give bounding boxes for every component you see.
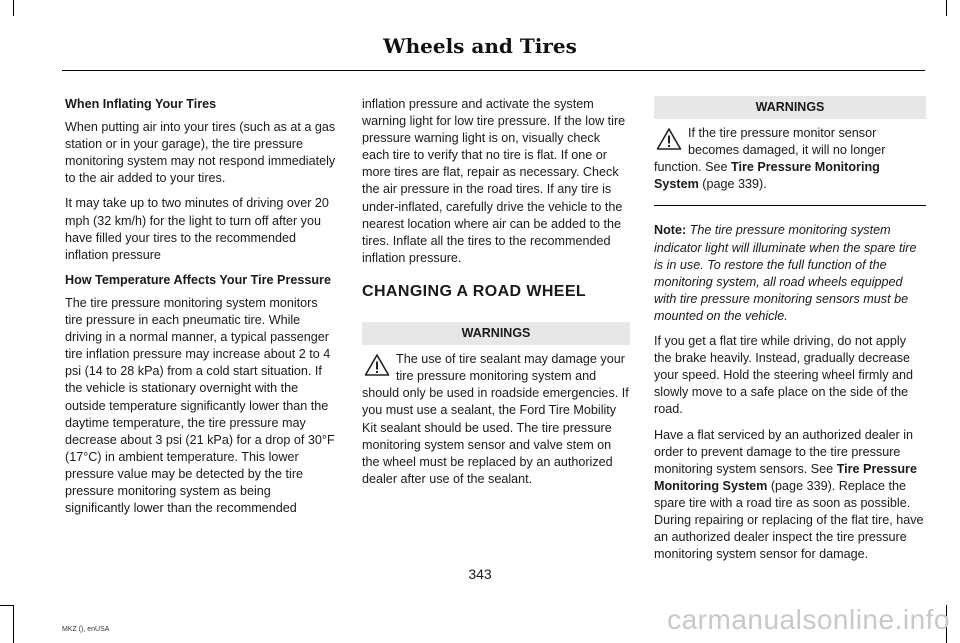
paragraph: The tire pressure monitoring system monitors tire pressure in each pneumatic tire. While driving in a normal manner, a typical passenger tire inflation pressure may increase about 2 to 4 psi (14 to 28 kPa) from a cold start situation. If the vehicle is stationary overnight with the outside temperature significantly lower than the daytime temperature, the tire pressure may decrease about 3 psi (21 kPa) for a drop of 30°F (17°C) in ambient temperature. This lower pressure value may be detected by the tire pressure monitoring system as being significantly lower than the recommended bbox=[65, 295, 335, 516]
note-text: The tire pressure monitoring system indicator light will illuminate when the spare tire is in use. To restore the full function of the monitoring system, all road wheels equipped with tire pressure monitoring sensors must be mounted on the vehicle. bbox=[654, 223, 917, 323]
paragraph: If you get a flat tire while driving, do not apply the brake heavily. Instead, gradually decrease your speed. Hold the steering wheel firmly and slowly move to a safe place on the side of the road. bbox=[654, 334, 914, 417]
warnings-header: WARNINGS bbox=[362, 322, 630, 345]
header-divider bbox=[62, 70, 925, 71]
warning-triangle-icon bbox=[364, 353, 390, 377]
watermark: carmanualsonline.info bbox=[667, 604, 950, 635]
crop-mark-top-right bbox=[946, 0, 947, 16]
footer-code: MKZ (), enUSA bbox=[62, 626, 110, 633]
warning-box bbox=[362, 351, 630, 488]
cross-reference-link[interactable]: Tire Pressure Monitoring System bbox=[654, 461, 917, 493]
crop-mark-top-left bbox=[13, 0, 14, 16]
crop-mark-bottom-left-h bbox=[0, 605, 14, 606]
note bbox=[654, 222, 926, 325]
paragraph-text: (page 339). Replace the spare tire with a road tire as soon as possible. During repairing or replacing of the flat tire, have an authorized dealer inspect the tire pressure monitoring system sensor for damage. bbox=[654, 478, 924, 562]
paragraph: When putting air into your tires (such as at a gas station or in your garage), the tire pressure monitoring system may not respond immediately to the air added to your tires. bbox=[65, 120, 336, 186]
page-number: 343 bbox=[468, 566, 492, 582]
crop-mark-bottom-left-v bbox=[13, 605, 14, 643]
paragraph-text: Have a flat serviced by an authorized dealer in order to prevent damage to the tire pressure monitoring system sensors. See bbox=[654, 427, 914, 476]
heading-temperature: How Temperature Affects Your Tire Pressure bbox=[65, 272, 331, 287]
warning-box bbox=[654, 125, 926, 193]
warning-divider bbox=[654, 205, 926, 206]
page-reference: (page 339). bbox=[698, 177, 767, 192]
warnings-header: WARNINGS bbox=[654, 96, 926, 119]
paragraph: It may take up to two minutes of driving over 20 mph (32 km/h) for the light to turn off after you have filled your tires to the recommended inflation pressure bbox=[65, 196, 329, 262]
warning-text: The use of tire sealant may damage your tire pressure monitoring system and should only be used in roadside emergencies. If you must use a sealant, the Ford Tire Mobility Kit sealant should be used. The tire pressure monitoring system sensor and valve stem on the wheel must be replaced by an authorized dealer after use of the sealant. bbox=[362, 352, 629, 486]
warning-text: If the tire pressure monitor sensor becomes damaged, it will no longer function. See bbox=[654, 126, 886, 175]
column-2 bbox=[362, 96, 630, 496]
paragraph: inflation pressure and activate the system warning light for low tire pressure. If the low tire pressure warning light is on, visually check each tire to verify that no tire is flat. If one or more tires are flat, repair as necessary. Check the air pressure in the road tires. If any tire is under-inflated, carefully drive the vehicle to the nearest location where air can be added to the tires. Inflate all the tires to the recommended inflation pressure. bbox=[362, 97, 626, 265]
column-1 bbox=[65, 96, 337, 525]
section-heading-changing-wheel: CHANGING A ROAD WHEEL bbox=[362, 282, 587, 300]
warning-triangle-icon bbox=[656, 127, 682, 151]
paragraph bbox=[654, 427, 926, 564]
column-3 bbox=[654, 96, 926, 571]
note-label: Note: bbox=[654, 223, 687, 238]
page-title: Wheels and Tires bbox=[383, 34, 577, 58]
heading-inflating: When Inflating Your Tires bbox=[65, 97, 217, 111]
cross-reference-link[interactable]: Tire Pressure Monitoring System bbox=[654, 160, 880, 192]
